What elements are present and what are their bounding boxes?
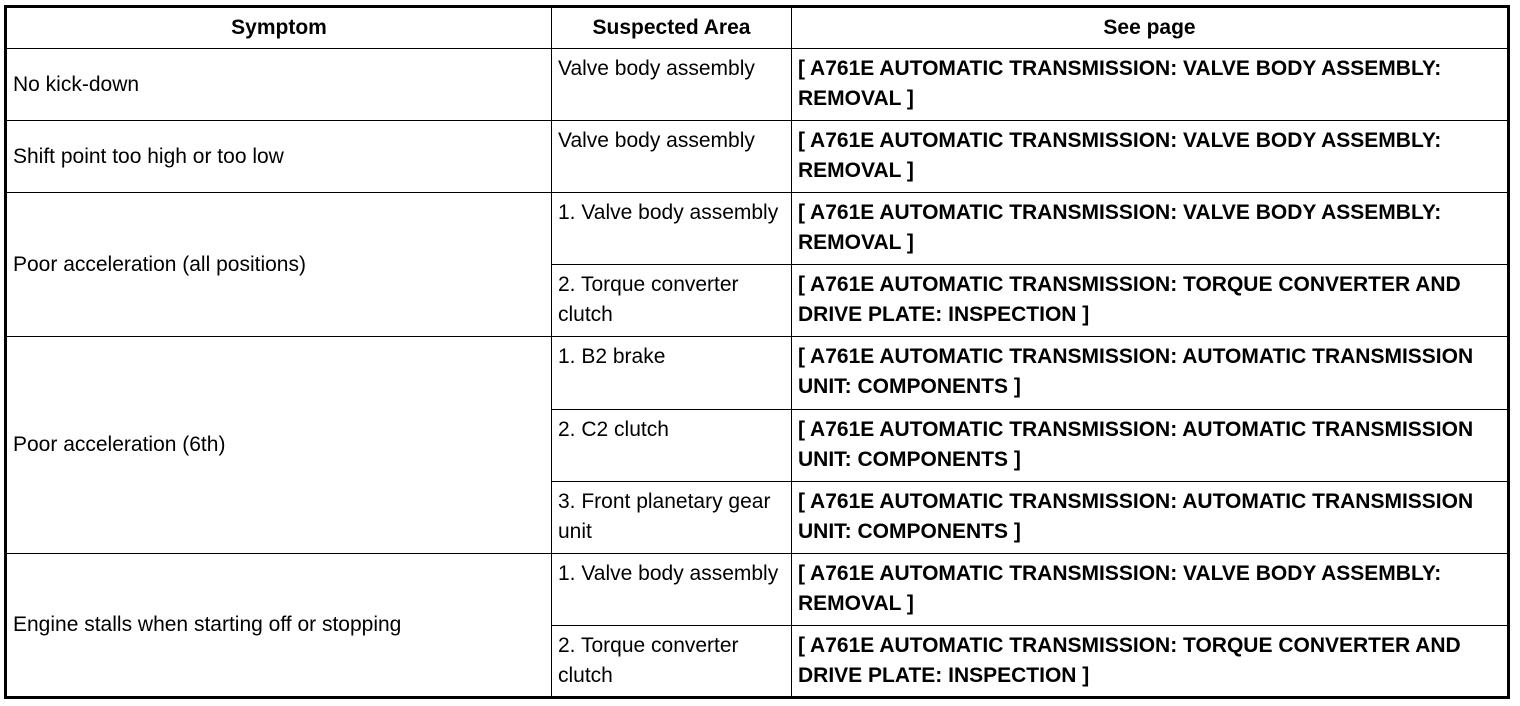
see-page-link[interactable]: [ A761E AUTOMATIC TRANSMISSION: VALVE BODY ASSEMBLY: REMOVAL ] [792, 553, 1509, 625]
suspected-area-cell: 2. Torque converter clutch [552, 265, 792, 337]
table-row [6, 193, 1509, 265]
see-page-link[interactable]: [ A761E AUTOMATIC TRANSMISSION: AUTOMATIC TRANSMISSION UNIT: COMPONENTS ] [792, 481, 1509, 553]
suspected-area-cell: Valve body assembly [552, 49, 792, 121]
header-symptom: Symptom [6, 7, 552, 49]
symptom-cell: Poor acceleration (all positions) [6, 193, 552, 337]
suspected-area-cell: 1. Valve body assembly [552, 193, 792, 265]
see-page-link[interactable]: [ A761E AUTOMATIC TRANSMISSION: TORQUE CONVERTER AND DRIVE PLATE: INSPECTION ] [792, 265, 1509, 337]
symptom-cell: Engine stalls when starting off or stopping [6, 553, 552, 697]
table-row [6, 337, 1509, 409]
see-page-link[interactable]: [ A761E AUTOMATIC TRANSMISSION: VALVE BODY ASSEMBLY: REMOVAL ] [792, 49, 1509, 121]
header-see-page: See page [792, 7, 1509, 49]
suspected-area-cell: Valve body assembly [552, 121, 792, 193]
symptom-cell: Poor acceleration (6th) [6, 337, 552, 553]
suspected-area-cell: 3. Front planetary gear unit [552, 481, 792, 553]
suspected-area-cell: 2. C2 clutch [552, 409, 792, 481]
symptom-cell: Shift point too high or too low [6, 121, 552, 193]
header-suspected-area: Suspected Area [552, 7, 792, 49]
suspected-area-cell: 1. B2 brake [552, 337, 792, 409]
header-row [6, 7, 1509, 49]
symptom-table [4, 5, 1510, 699]
table-row [6, 49, 1509, 121]
see-page-link[interactable]: [ A761E AUTOMATIC TRANSMISSION: TORQUE CONVERTER AND DRIVE PLATE: INSPECTION ] [792, 625, 1509, 697]
table-row [6, 121, 1509, 193]
see-page-link[interactable]: [ A761E AUTOMATIC TRANSMISSION: AUTOMATIC TRANSMISSION UNIT: COMPONENTS ] [792, 409, 1509, 481]
see-page-link[interactable]: [ A761E AUTOMATIC TRANSMISSION: VALVE BODY ASSEMBLY: REMOVAL ] [792, 193, 1509, 265]
see-page-link[interactable]: [ A761E AUTOMATIC TRANSMISSION: VALVE BODY ASSEMBLY: REMOVAL ] [792, 121, 1509, 193]
symptom-cell: No kick-down [6, 49, 552, 121]
table-row [6, 553, 1509, 625]
see-page-link[interactable]: [ A761E AUTOMATIC TRANSMISSION: AUTOMATIC TRANSMISSION UNIT: COMPONENTS ] [792, 337, 1509, 409]
suspected-area-cell: 1. Valve body assembly [552, 553, 792, 625]
suspected-area-cell: 2. Torque converter clutch [552, 625, 792, 697]
